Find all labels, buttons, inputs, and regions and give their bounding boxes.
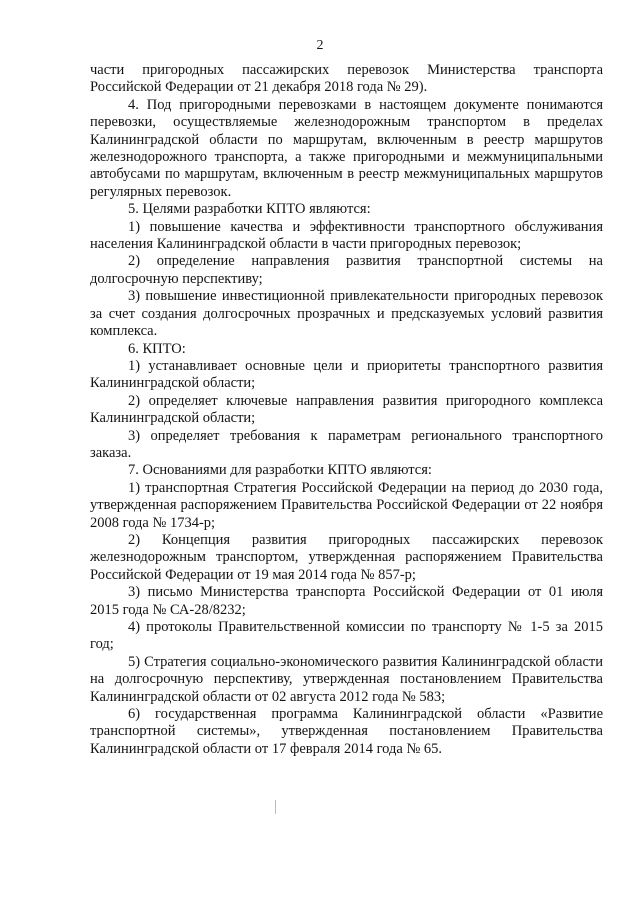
list-item-7-4: 4) протоколы Правительственной комиссии по транспорту № 1-5 за 2015 год; bbox=[90, 619, 603, 653]
list-item-6-3: 3) определяет требования к параметрам регионального транспортного заказа. bbox=[90, 427, 603, 461]
list-item-7-6: 6) государственная программа Калининградской области «Развитие транспортной системы», утвержденная постановлением Правительства Калининградской области от 17 февраля 2014 года № 65. bbox=[90, 706, 603, 757]
list-item-7-2: 2) Концепция развития пригородных пассажирских перевозок железнодорожным транспортом, утвержденная распоряжением Правительства Российской Федерации от 19 мая 2014 года № 857-р; bbox=[90, 531, 603, 583]
paragraph-item-7: 7. Основаниями для разработки КПТО являются: bbox=[128, 462, 432, 479]
list-item-6-1: 1) устанавливает основные цели и приоритеты транспортного развития Калининградской области; bbox=[90, 357, 603, 392]
list-item-5-1: 1) повышение качества и эффективности транспортного обслуживания населения Калининградской области в части пригородных перевозок; bbox=[90, 218, 603, 253]
list-item-5-2: 2) определение направления развития транспортной системы на долгосрочную перспективу; bbox=[90, 253, 603, 287]
paragraph-item-6: 6. КПТО: bbox=[128, 340, 186, 357]
paragraph-continuation: части пригородных пассажирских перевозок Министерства транспорта Российской Федерации от 21 декабря 2018 года № 29). bbox=[90, 62, 603, 96]
document-body bbox=[90, 62, 603, 758]
list-item-5-3: 3) повышение инвестиционной привлекательности пригородных перевозок за счет создания долгосрочных прозрачных и предсказуемых условий развития комплекса. bbox=[90, 288, 603, 340]
list-item-7-1: 1) транспортная Стратегия Российской Федерации на период до 2030 года, утвержденная распоряжением Правительства Российской Федерации от 22 ноября 2008 года № 1734-р; bbox=[90, 479, 603, 531]
list-item-6-2: 2) определяет ключевые направления развития пригородного комплекса Калининградской области; bbox=[90, 392, 603, 427]
paragraph-item-5: 5. Целями разработки КПТО являются: bbox=[128, 201, 371, 218]
list-item-7-3: 3) письмо Министерства транспорта Российской Федерации от 01 июля 2015 года № СА-28/8232; bbox=[90, 584, 603, 618]
list-item-7-5: 5) Стратегия социально-экономического развития Калининградской области на долгосрочную перспективу, утвержденная постановлением Правительства Калининградской области от 02 августа 2012 года № 583; bbox=[90, 653, 603, 705]
page-number: 2 bbox=[316, 38, 324, 53]
scan-artifact-mark bbox=[275, 800, 276, 814]
paragraph-item-4: 4. Под пригородными перевозками в настоящем документе понимаются перевозки, осуществляемые железнодорожным транспортом в пределах Калининградской области по маршрутам, включенным в реестр маршрутов железнодорожного транспорта, а также пригородными и межмуниципальными автобусами по маршрутам, включенным в реестр межмуниципальных маршрутов регулярных перевозок. bbox=[90, 96, 603, 200]
